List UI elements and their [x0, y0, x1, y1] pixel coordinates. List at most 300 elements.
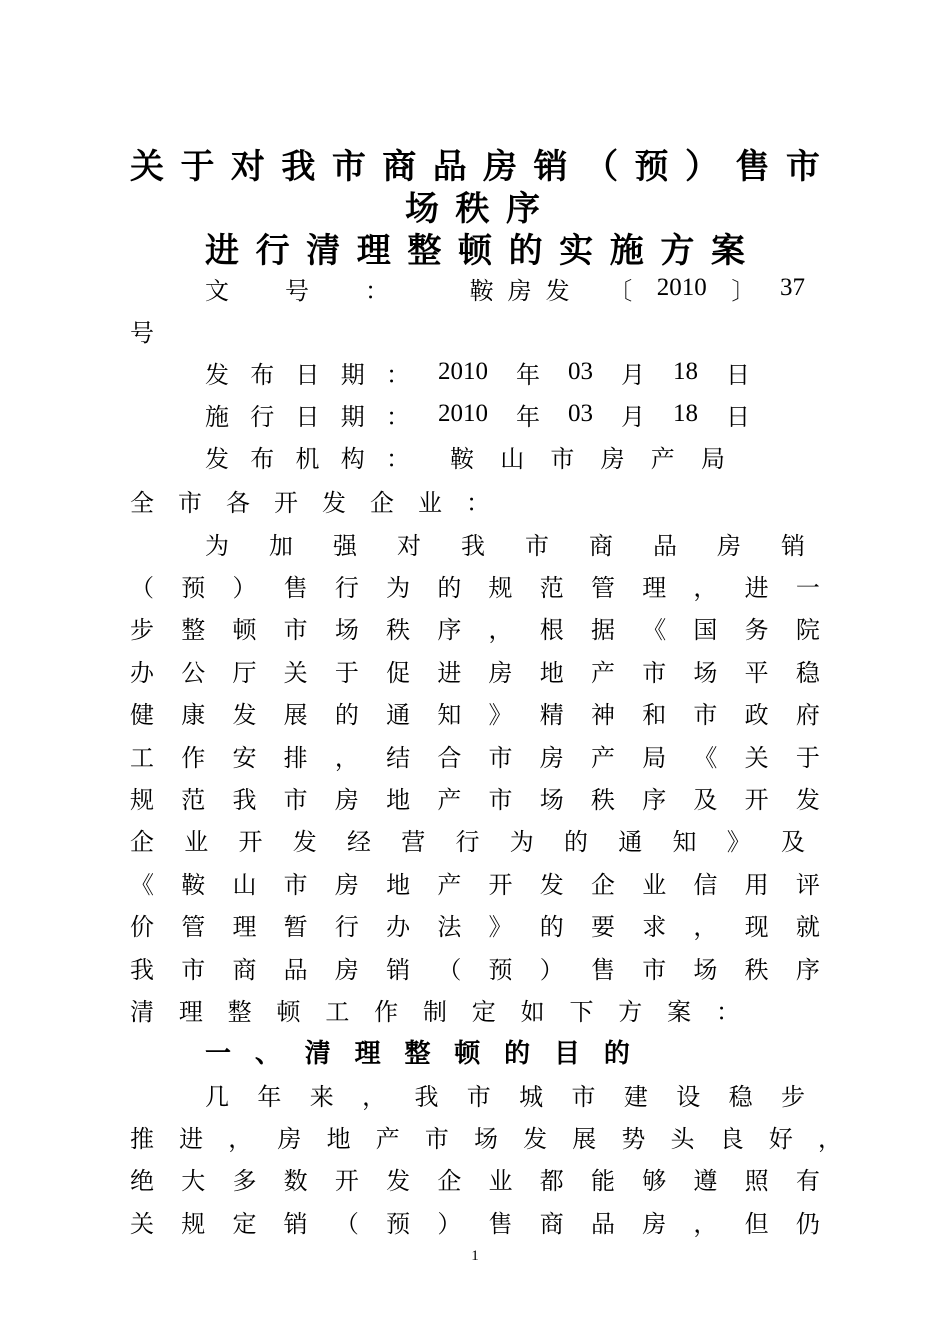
char: 规: [181, 1209, 206, 1238]
salutation: [130, 484, 490, 516]
char: 地: [326, 1124, 351, 1153]
char: 头: [670, 1124, 695, 1153]
char: 开: [488, 870, 513, 899]
month-char: 月: [621, 402, 645, 431]
publish-month: 03: [568, 358, 593, 385]
char: 我: [281, 146, 316, 187]
char: 绝: [130, 1167, 154, 1196]
char: 市: [785, 146, 820, 187]
char: 预: [488, 955, 513, 984]
char: 房: [642, 1209, 667, 1238]
publish-day: 18: [673, 358, 698, 385]
char: 》: [488, 913, 513, 942]
char: 发: [386, 1167, 411, 1196]
char: 的: [437, 573, 462, 602]
char: 预: [386, 1209, 411, 1238]
char: 市: [283, 785, 308, 814]
char: 整: [407, 230, 442, 271]
char: 品: [432, 146, 467, 187]
char: 销: [283, 1209, 308, 1238]
char: ）: [437, 1209, 462, 1238]
char: 的: [504, 1038, 531, 1069]
char: ：: [715, 997, 740, 1026]
text-line: [205, 527, 805, 559]
char: 为: [509, 828, 534, 857]
char: 各: [226, 488, 250, 517]
char: 排: [283, 743, 308, 772]
char: 场: [693, 955, 718, 984]
char: 良: [719, 1124, 744, 1153]
char: ，: [693, 1209, 718, 1238]
char: 于: [334, 658, 359, 687]
char: 建: [623, 1082, 648, 1111]
char: 评: [795, 870, 820, 899]
text-line: [130, 739, 820, 771]
char: 市: [178, 488, 202, 517]
char: 办: [386, 913, 411, 942]
char: 产: [375, 1124, 400, 1153]
publish-year: 2010: [438, 358, 488, 385]
char: 府: [795, 701, 820, 730]
char: 顿: [454, 1038, 481, 1069]
char: 务: [744, 616, 769, 645]
agency-name: [450, 439, 725, 474]
char: 步: [780, 1082, 805, 1111]
char: 行: [334, 573, 359, 602]
char: 的: [564, 828, 588, 857]
char: 房: [717, 531, 741, 560]
char: 展: [572, 1124, 597, 1153]
char: 势: [621, 1124, 646, 1153]
char: 市: [571, 1082, 596, 1111]
title-line-3: [205, 226, 745, 271]
char: 机: [295, 444, 320, 473]
char: 理: [354, 1038, 381, 1069]
char: 》: [726, 828, 751, 857]
effective-date-line: [205, 398, 750, 430]
char: 秩: [590, 785, 615, 814]
char: 场: [693, 658, 718, 687]
char: 的: [334, 701, 359, 730]
char: 促: [386, 658, 411, 687]
char: 关: [283, 658, 308, 687]
char: 范: [539, 573, 564, 602]
char: 于: [795, 743, 820, 772]
agency-line: [205, 440, 725, 472]
char: 地: [386, 785, 411, 814]
char: 商: [232, 955, 257, 984]
char: 安: [232, 743, 257, 772]
doc-number-line: [205, 272, 805, 304]
char: 整: [227, 997, 252, 1026]
char: 整: [181, 616, 206, 645]
char: 开: [334, 1167, 359, 1196]
char: 场: [539, 785, 564, 814]
text-line: [130, 612, 820, 644]
char: 案: [710, 230, 745, 271]
char: 预: [634, 146, 669, 187]
title-line-1: [130, 142, 820, 187]
char: 理: [642, 573, 667, 602]
char: 都: [539, 1167, 564, 1196]
char: 房: [334, 955, 359, 984]
text-line: [130, 909, 820, 941]
char: 理: [178, 997, 203, 1026]
char: 行: [255, 230, 290, 271]
char: 我: [461, 531, 485, 560]
char: 房: [488, 658, 513, 687]
char: 知: [672, 828, 697, 857]
char: 法: [437, 913, 462, 942]
char: 序: [642, 785, 667, 814]
char: 业: [642, 870, 667, 899]
char: 期: [340, 360, 365, 389]
char: 办: [130, 658, 154, 687]
char: 品: [653, 531, 677, 560]
char: 发: [523, 1124, 548, 1153]
char: 售: [735, 146, 770, 187]
text-line: [130, 866, 820, 898]
char: 的: [603, 1038, 630, 1069]
char: 序: [437, 616, 462, 645]
char: 市: [642, 658, 667, 687]
char: 厅: [232, 658, 257, 687]
char: 目: [554, 1038, 581, 1069]
char: 售: [488, 1209, 513, 1238]
char: ，: [693, 913, 718, 942]
char: 房: [483, 146, 518, 187]
char: 房: [334, 870, 359, 899]
char: （: [334, 1209, 359, 1238]
char: 局: [642, 743, 667, 772]
char: 工: [130, 743, 154, 772]
char: 日: [295, 402, 320, 431]
char: 步: [130, 616, 154, 645]
char: 市: [488, 785, 513, 814]
text-line: [130, 993, 740, 1025]
section-1-heading: [205, 1035, 630, 1067]
char: 定: [471, 997, 496, 1026]
page-number: 1: [471, 1248, 479, 1264]
char: 院: [795, 616, 820, 645]
char: 范: [181, 785, 206, 814]
char: 稳: [728, 1082, 753, 1111]
char: 和: [642, 701, 667, 730]
char: 方: [618, 997, 643, 1026]
char: 加: [269, 531, 293, 560]
char: 结: [386, 743, 411, 772]
char: 遵: [693, 1167, 718, 1196]
char: 《: [642, 616, 667, 645]
char: 序: [795, 955, 820, 984]
char: 市: [693, 701, 718, 730]
char: 山: [232, 870, 257, 899]
char: 企: [370, 488, 394, 517]
char: 强: [333, 531, 357, 560]
char: 场: [334, 616, 359, 645]
char: 施: [205, 402, 229, 431]
char: 精: [539, 701, 564, 730]
char: 顿: [276, 997, 301, 1026]
char: 秩: [744, 955, 769, 984]
char: 市: [466, 1082, 491, 1111]
char: 理: [232, 913, 257, 942]
char: 政: [744, 701, 769, 730]
char: ：: [466, 488, 490, 517]
char: ）: [539, 955, 564, 984]
char: 健: [130, 701, 154, 730]
char: 市: [488, 743, 513, 772]
char: 行: [455, 828, 480, 857]
title-line-2: [405, 184, 540, 229]
char: 秩: [455, 188, 490, 229]
text-line: [130, 781, 820, 813]
char: 及: [781, 828, 805, 857]
effective-date-label: [205, 397, 410, 432]
char: ：: [386, 444, 410, 473]
char: 房: [334, 785, 359, 814]
doc-number-bracket-open: 〔: [608, 276, 633, 305]
char: 能: [590, 1167, 615, 1196]
char: 管: [590, 573, 615, 602]
char: 鞍: [450, 444, 474, 473]
char: 制: [422, 997, 447, 1026]
char: 多: [232, 1167, 257, 1196]
doc-number-bracket-close: 〕: [731, 276, 756, 305]
char: 实: [559, 230, 594, 271]
char: 发: [795, 785, 820, 814]
char: 行: [250, 402, 275, 431]
char: 业: [184, 828, 209, 857]
char: 地: [386, 870, 411, 899]
char: 作: [374, 997, 399, 1026]
char: 产: [650, 444, 675, 473]
char: 进: [179, 1124, 204, 1153]
char: 我: [232, 785, 257, 814]
char: 及: [693, 785, 718, 814]
char: 为: [205, 531, 229, 560]
char: 顿: [232, 616, 257, 645]
char: 序: [506, 188, 540, 229]
agency-label: [205, 439, 410, 474]
char: 合: [437, 743, 462, 772]
char: 的: [508, 230, 543, 271]
char: 方: [660, 230, 695, 271]
char: 场: [473, 1124, 498, 1153]
year-char: 年: [516, 360, 540, 389]
effective-month: 03: [568, 400, 593, 427]
char: 的: [539, 913, 564, 942]
char: 够: [642, 1167, 667, 1196]
char: 理: [356, 230, 391, 271]
char: 产: [437, 785, 462, 814]
effective-year: 2010: [438, 400, 488, 427]
char: 通: [386, 701, 411, 730]
char: 《: [130, 870, 154, 899]
day-char: 日: [726, 360, 750, 389]
char: 稳: [795, 658, 820, 687]
char: 大: [181, 1167, 206, 1196]
char: 构: [340, 444, 365, 473]
char: 关: [130, 1209, 154, 1238]
char: ，: [334, 743, 359, 772]
char: 进: [205, 230, 239, 271]
char: ，: [362, 1082, 387, 1111]
text-line: [130, 1163, 820, 1195]
char: 发: [232, 701, 257, 730]
char: 发: [205, 444, 229, 473]
char: 数: [283, 1167, 308, 1196]
char: 定: [232, 1209, 257, 1238]
char: 企: [590, 870, 615, 899]
char: 产: [437, 870, 462, 899]
text-line: [130, 569, 820, 601]
char: 销: [386, 955, 411, 984]
char: 商: [539, 1209, 564, 1238]
doc-number-suffix-text: 号: [130, 318, 154, 347]
char: 业: [488, 1167, 513, 1196]
char: 发: [539, 870, 564, 899]
text-line: [130, 1120, 842, 1152]
char: 我: [414, 1082, 439, 1111]
doc-number-suffix: [130, 314, 170, 346]
text-line: [205, 1078, 805, 1110]
month-char: 月: [621, 360, 645, 389]
char: 年: [257, 1082, 282, 1111]
char: ，: [228, 1124, 253, 1153]
char: 发: [322, 488, 346, 517]
char: 秩: [386, 616, 411, 645]
char: 布: [250, 360, 275, 389]
doc-number-prefix: 鞍房发: [469, 276, 584, 305]
char: ：: [386, 360, 410, 389]
effective-day: 18: [673, 400, 698, 427]
char: 市: [181, 955, 206, 984]
char: 关: [130, 146, 164, 187]
char: 通: [618, 828, 643, 857]
char: 工: [325, 997, 350, 1026]
char: 市: [283, 870, 308, 899]
char: 局: [700, 444, 725, 473]
char: 但: [744, 1209, 769, 1238]
char: 销: [533, 146, 568, 187]
char: 来: [309, 1082, 334, 1111]
char: 进: [437, 658, 462, 687]
char: 为: [386, 573, 411, 602]
char: 售: [283, 573, 308, 602]
char: 品: [283, 955, 308, 984]
char: 销: [781, 531, 805, 560]
char: 》: [488, 701, 513, 730]
doc-number-year: 2010: [656, 274, 707, 301]
char: 产: [590, 743, 615, 772]
char: 开: [274, 488, 298, 517]
char: 发: [292, 828, 317, 857]
char: 公: [181, 658, 206, 687]
char: 一: [795, 573, 820, 602]
char: 经: [347, 828, 371, 857]
char: 信: [693, 870, 718, 899]
char: 推: [130, 1124, 154, 1153]
text-line: [130, 697, 820, 729]
char: 照: [744, 1167, 769, 1196]
char: 开: [238, 828, 263, 857]
char: 行: [334, 913, 359, 942]
char: ，: [817, 1124, 842, 1153]
char: 企: [130, 828, 154, 857]
char: 根: [539, 616, 564, 645]
char: 鞍: [181, 870, 206, 899]
doc-number-num: 37: [779, 274, 805, 301]
char: 进: [744, 573, 769, 602]
char: 房: [539, 743, 564, 772]
char: 据: [590, 616, 615, 645]
char: 清: [304, 1038, 331, 1069]
char: 整: [404, 1038, 431, 1069]
char: 神: [590, 701, 615, 730]
char: 现: [744, 913, 769, 942]
publish-date-line: [205, 356, 750, 388]
char: 日: [295, 360, 320, 389]
char: 好: [768, 1124, 793, 1153]
char: 就: [795, 913, 820, 942]
char: （: [584, 146, 619, 187]
char: 关: [744, 743, 769, 772]
char: 期: [340, 402, 365, 431]
char: 知: [437, 701, 462, 730]
char: 产: [590, 658, 615, 687]
char: 我: [130, 955, 154, 984]
char: ）: [684, 146, 719, 187]
char: 市: [550, 444, 575, 473]
char: 全: [130, 488, 154, 517]
char: 有: [795, 1167, 820, 1196]
char: 于: [180, 146, 215, 187]
char: 国: [693, 616, 718, 645]
char: ）: [232, 573, 257, 602]
text-line: [130, 824, 805, 856]
char: ：: [386, 402, 410, 431]
char: 开: [744, 785, 769, 814]
char: 市: [642, 955, 667, 984]
char: 康: [181, 701, 206, 730]
char: 场: [405, 188, 439, 229]
char: 《: [693, 743, 718, 772]
char: 商: [589, 531, 613, 560]
year-char: 年: [516, 402, 540, 431]
publish-date-label: [205, 355, 410, 390]
char: 清: [306, 230, 341, 271]
char: 品: [590, 1209, 615, 1238]
char: 求: [642, 913, 667, 942]
char: 用: [744, 870, 769, 899]
char: 城: [519, 1082, 544, 1111]
char: 仍: [795, 1209, 820, 1238]
char: 预: [181, 573, 206, 602]
char: 对: [230, 146, 265, 187]
char: 设: [676, 1082, 701, 1111]
char: 发: [205, 360, 229, 389]
char: 山: [500, 444, 525, 473]
char: 商: [382, 146, 417, 187]
char: 市: [283, 616, 308, 645]
doc-number-label: 文号：: [205, 276, 445, 305]
char: 如: [520, 997, 545, 1026]
char: （: [130, 573, 154, 602]
char: 案: [667, 997, 692, 1026]
char: 平: [744, 658, 769, 687]
char: 清: [130, 997, 154, 1026]
